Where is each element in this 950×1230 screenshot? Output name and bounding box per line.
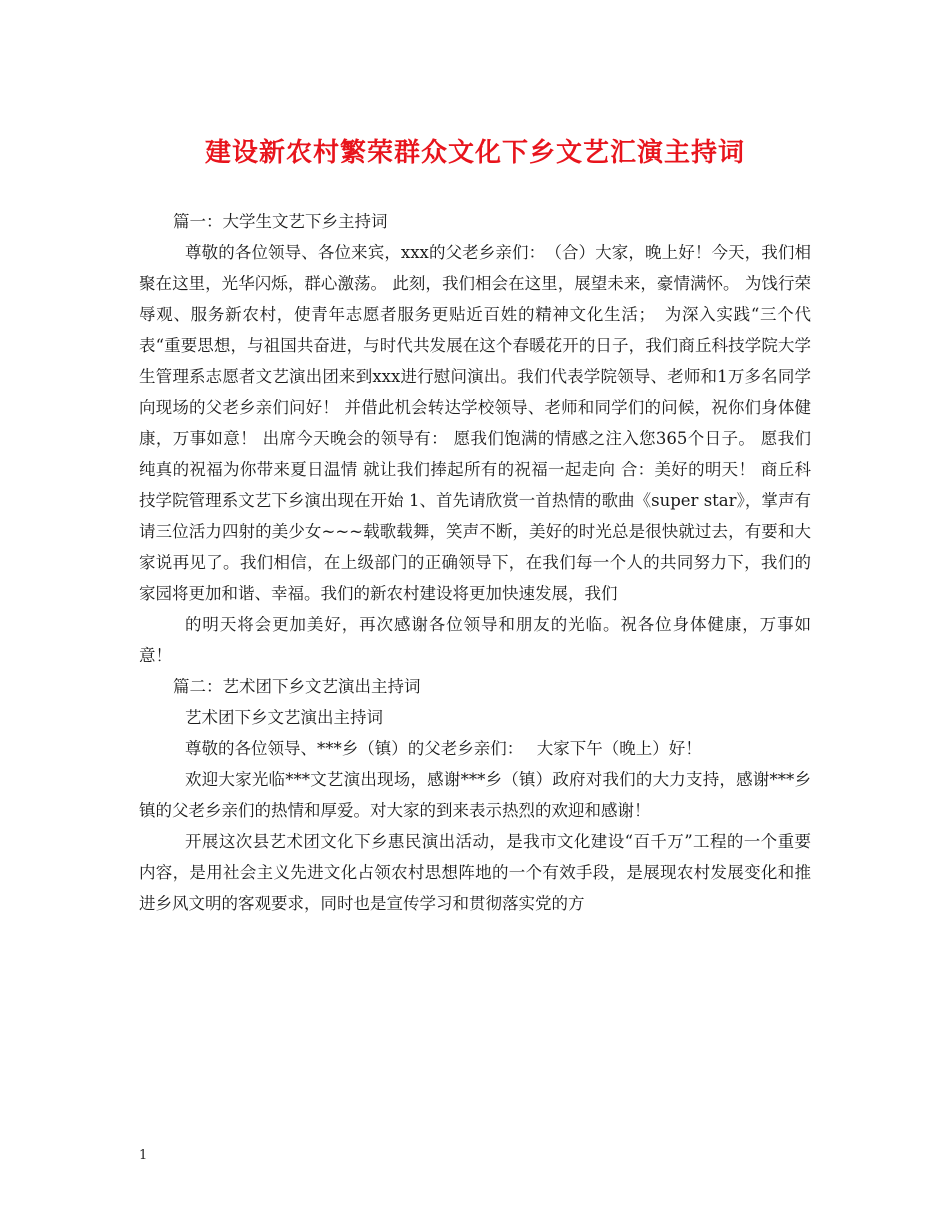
paragraph: 开展这次县艺术团文化下乡惠民演出活动，是我市文化建设“百千万”工程的一个重要内容，是用社会主义先进文化占领农村思想阵地的一个有效手段，是展现农村发展变化和推进乡风文明的客观要求，同时也是宣传学习和贯彻落实党的方	[139, 832, 811, 913]
paragraph: 尊敬的各位领导、***乡（镇）的父老乡亲们： 大家下午（晚上）好！	[185, 739, 702, 758]
subheading: 艺术团下乡文艺演出主持词	[185, 708, 383, 727]
document-title: 建设新农村繁荣群众文化下乡文艺汇演主持词	[204, 138, 745, 168]
paragraph: 尊敬的各位领导、各位来宾，xxx的父老乡亲们： （合）大家，晚上好！今天，我们相聚在这里，光华闪烁，群心激荡。 此刻，我们相会在这里，展望未来，豪情满怀。 为饯行荣辱观、服务新农村，使青年志愿者服务更贴近百姓的精神文化生活； 为深入实践“三个代表“重要思想，与祖国共奋进，与时代共发展在这个春暖花开的日子，我们商丘科技学院大学生管理系志愿者文艺演出团来到xxx进行慰问演出。我们代表学院领导、老师和1万多名同学向现场的父老乡亲们问好！ 并借此机会转达学校领导、老师和同学们的问候，祝你们身体健康，万事如意！ 出席今天晚会的领导有： 愿我们饱满的情感之注入您365个日子。 愿我们纯真的祝福为你带来夏日温情 就让我们捧起所有的祝福一起走向 合：美好的明天！ 商丘科技学院管理系文艺下乡演出现在开始 1、首先请欣赏一首热情的歌曲《super star》，掌声有请三位活力四射的美少女~~~载歌载舞，笑声不断，美好的时光总是很快就过去，有要和大家说再见了。我们相信，在上级部门的正确领导下，在我们每一个人的共同努力下，我们的家园将更加和谐、幸福。我们的新农村建设将更加快速发展，我们	[139, 243, 811, 603]
page-number: 1	[139, 1148, 148, 1163]
section-heading-1: 篇一：大学生文艺下乡主持词	[173, 212, 388, 231]
paragraph: 欢迎大家光临***文艺演出现场，感谢***乡（镇）政府对我们的大力支持，感谢***乡镇的父老乡亲们的热情和厚爱。对大家的到来表示热烈的欢迎和感谢！	[139, 770, 811, 820]
document-body	[139, 206, 811, 919]
paragraph: 的明天将会更加美好，再次感谢各位领导和朋友的光临。祝各位身体健康，万事如意！	[139, 615, 811, 665]
section-heading-2: 篇二：艺术团下乡文艺演出主持词	[173, 677, 421, 696]
